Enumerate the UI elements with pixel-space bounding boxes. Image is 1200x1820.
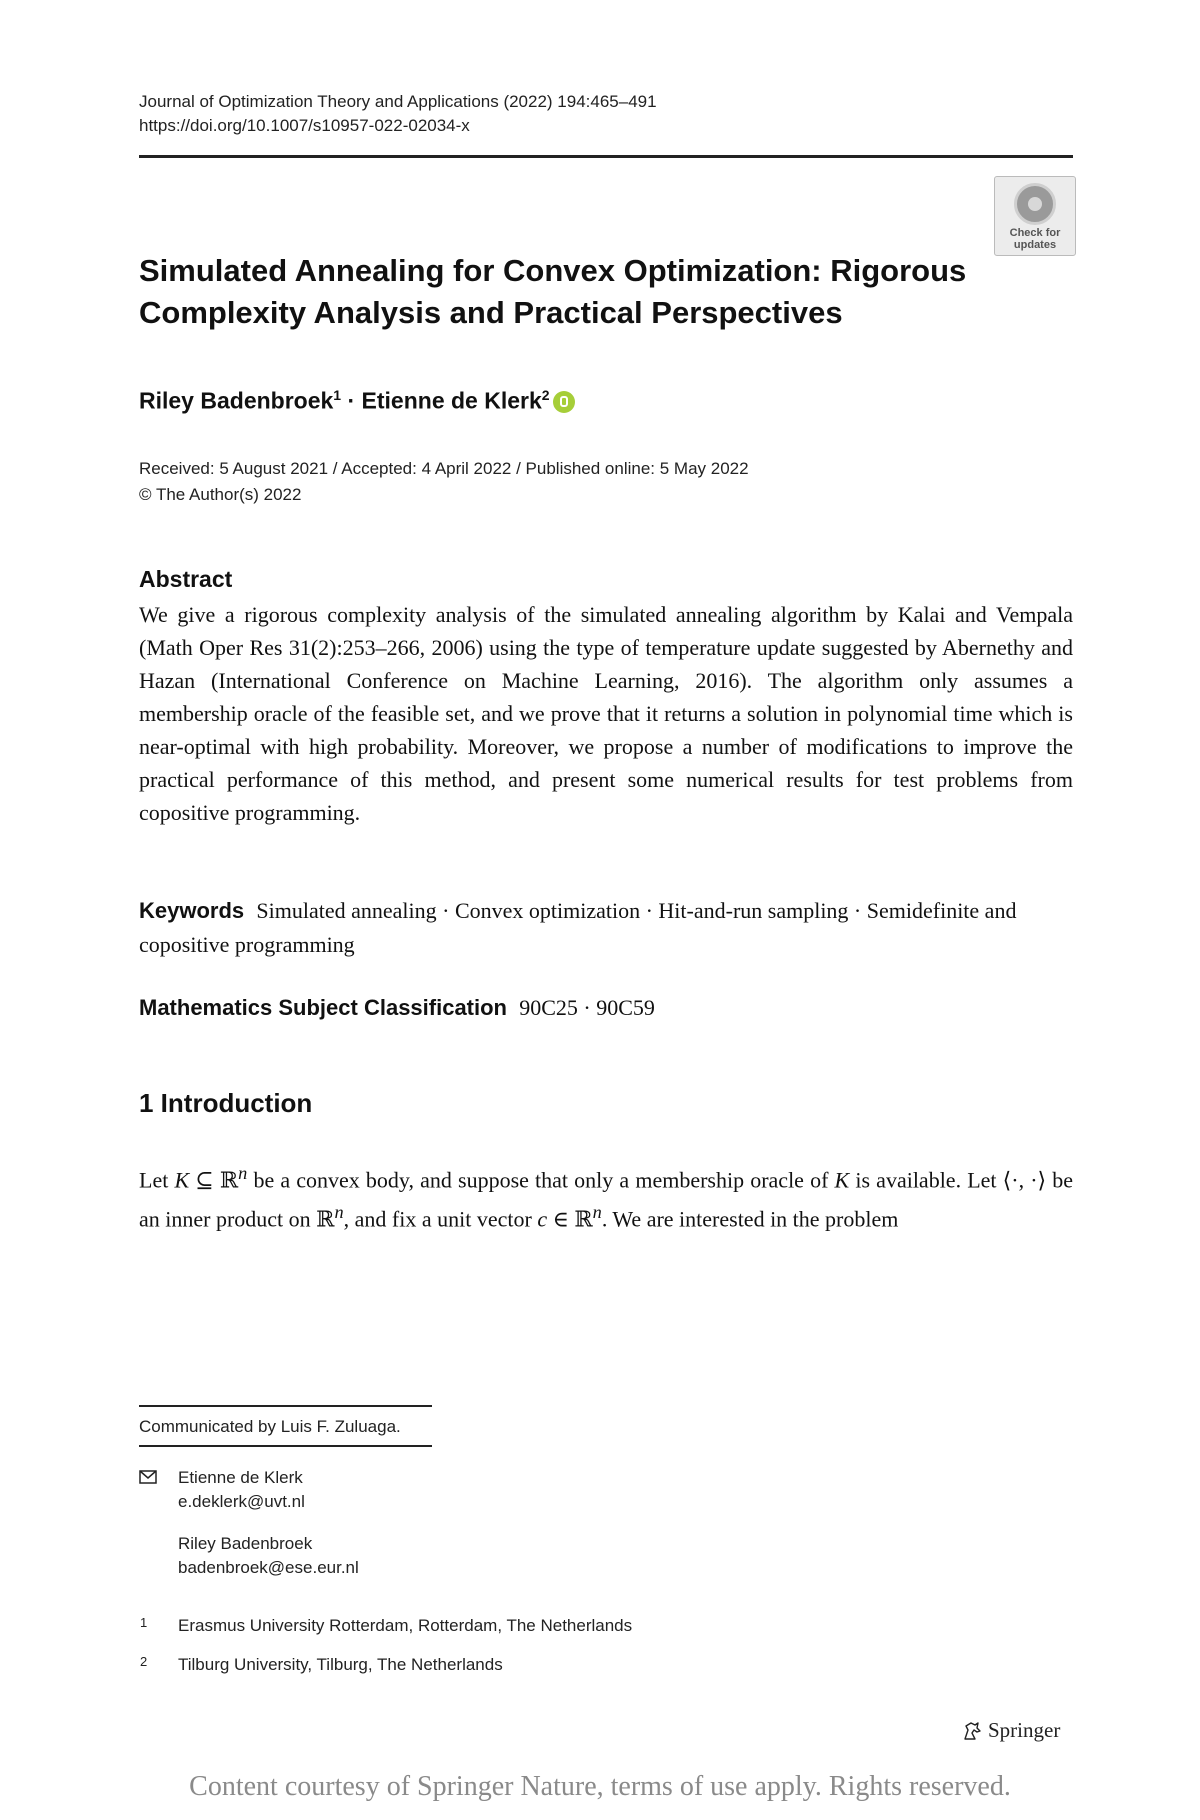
msc-codes: 90C25 · 90C59: [519, 995, 655, 1020]
check-updates-icon: [1014, 183, 1056, 225]
keywords-label: Keywords: [139, 898, 245, 923]
publisher-name: Springer: [988, 1718, 1061, 1742]
author-affiliation-sup: 1: [333, 387, 342, 403]
msc-classification: [139, 993, 655, 1023]
check-updates-label: Check for updates: [1009, 227, 1061, 251]
abstract-text: We give a rigorous complexity analysis of the simulated annealing algorithm by Kalai and Vempala (Math Oper Res 31(2):253–266, 2006) using the type of temperature update suggested by Abernethy and Hazan (International Conference on Machine Learning, 2016). The algorithm only assumes a membership oracle of the feasible set, and we prove that it returns a solution in polynomial time which is near-optimal with high probability. Moreover, we propose a number of modifications to improve the practical performance of this method, and present some numerical results for test problems from copositive programming.: [139, 602, 1073, 825]
msc-label: Mathematics Subject Classification: [139, 995, 507, 1020]
contact-name: Riley Badenbroek: [178, 1534, 313, 1553]
author-name[interactable]: Etienne de Klerk: [361, 387, 542, 414]
header-rule: [139, 155, 1073, 158]
footnote-rule: [139, 1445, 432, 1447]
article-title: Simulated Annealing for Convex Optimization: Rigorous Complexity Analysis and Practical Perspectives: [139, 253, 967, 330]
history-dates: Received: 5 August 2021 / Accepted: 4 April 2022 / Published online: 5 May 2022: [139, 459, 749, 478]
author-affiliation-sup: 2: [541, 387, 550, 403]
mail-icon: [139, 1470, 157, 1484]
contact-name: Etienne de Klerk: [178, 1468, 303, 1487]
author-separator: ·: [341, 387, 362, 414]
abstract-heading: Abstract: [139, 566, 233, 592]
affiliation-number: 2: [140, 1654, 148, 1669]
affiliation-number: 1: [140, 1615, 148, 1630]
intro-paragraph: Let K ⊆ ℝ$^n$ be a convex body, and suppose that only a membership oracle of K is available. Let ⟨·, ·⟩ be an inner product on ℝ$^n$, and fix a unit vector c ∈ ℝ$^n$. We are interested in the problem: [139, 1163, 1074, 1232]
communicated-by: Communicated by Luis F. Zuluaga.: [139, 1417, 401, 1436]
copyright: © The Author(s) 2022: [139, 485, 302, 504]
springer-horse-icon: [960, 1719, 984, 1743]
author-name[interactable]: Riley Badenbroek: [139, 387, 334, 414]
check-for-updates-badge[interactable]: [994, 176, 1076, 256]
contact-email[interactable]: badenbroek@ese.eur.nl: [178, 1558, 359, 1577]
author-contact: [178, 1532, 359, 1580]
affiliation: Erasmus University Rotterdam, Rotterdam, The Netherlands: [178, 1616, 633, 1635]
orcid-icon[interactable]: [553, 391, 575, 413]
publisher-logo: [960, 1718, 1060, 1743]
contact-email[interactable]: e.deklerk@uvt.nl: [178, 1492, 305, 1511]
keywords-text: Simulated annealing · Convex optimization · Hit-and-run sampling · Semidefinite and copositive programming: [139, 898, 1017, 957]
keywords: [139, 894, 1073, 962]
doi-link[interactable]: https://doi.org/10.1007/s10957-022-02034-x: [139, 116, 470, 135]
publication-dates: [139, 456, 749, 508]
journal-citation: Journal of Optimization Theory and Applications (2022) 194:465–491: [139, 92, 657, 111]
journal-header: [139, 90, 657, 138]
section-heading: 1 Introduction: [139, 1088, 313, 1118]
author-line: [139, 380, 575, 416]
affiliation: Tilburg University, Tilburg, The Netherlands: [178, 1655, 503, 1674]
corresponding-author: [178, 1466, 305, 1514]
courtesy-notice: Content courtesy of Springer Nature, terms of use apply. Rights reserved.: [189, 1771, 1011, 1802]
